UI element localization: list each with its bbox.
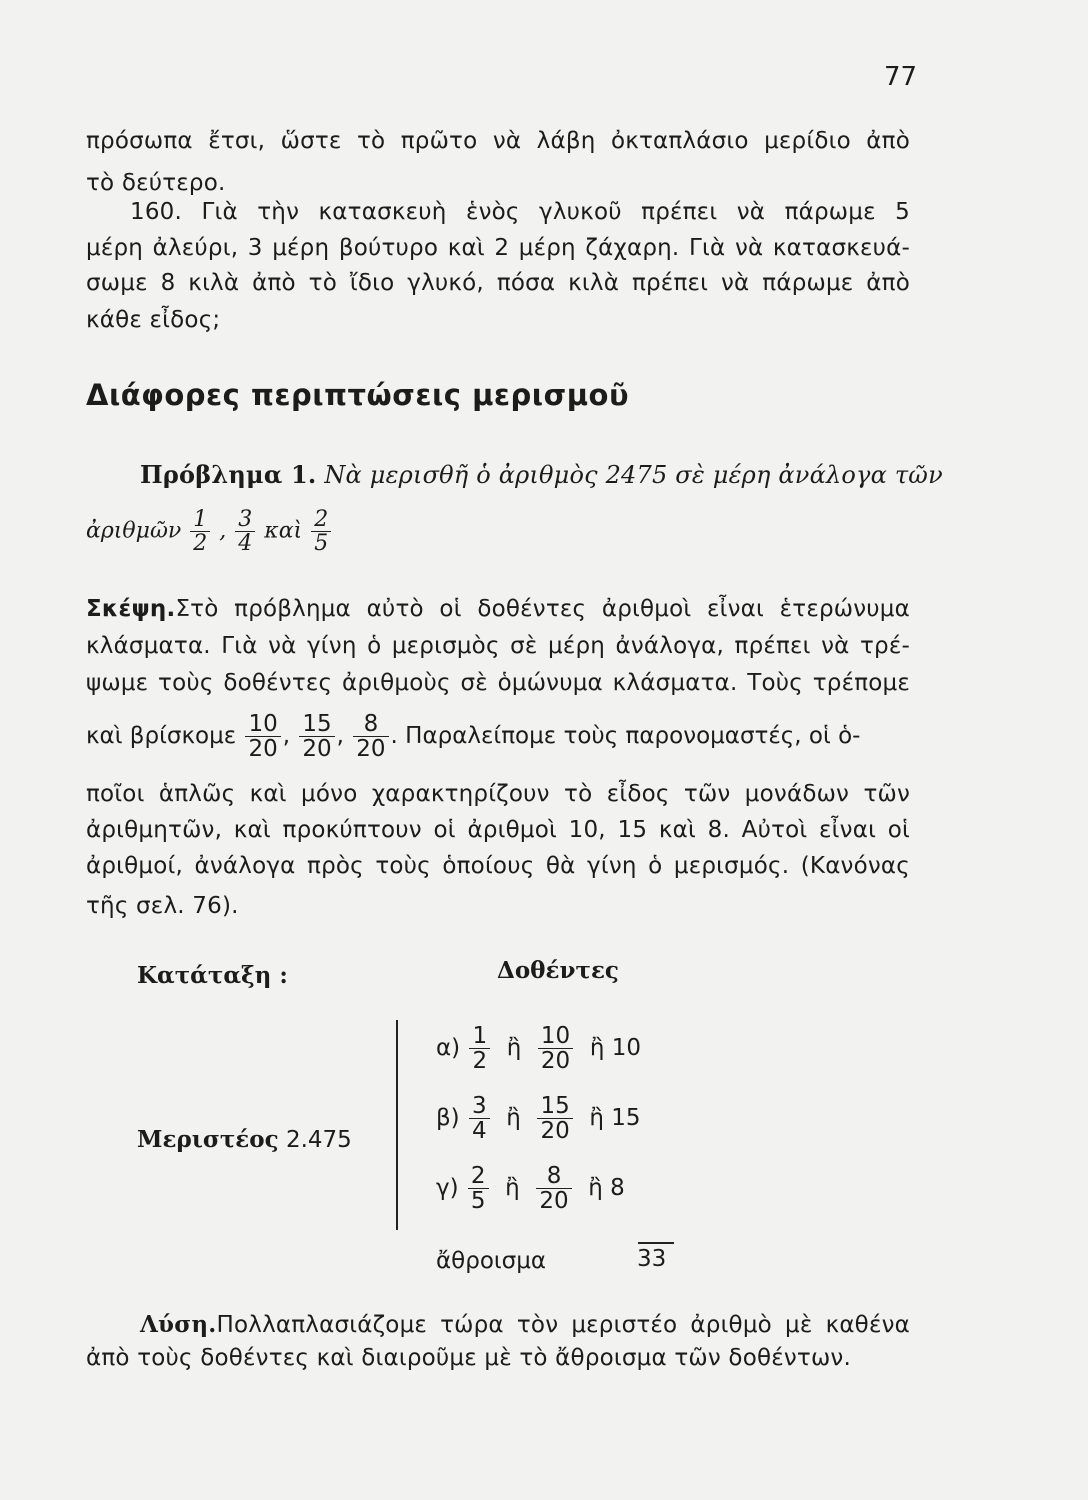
numerator: 1 bbox=[469, 1024, 490, 1049]
thinking-text: Παραλείπομε τοὺς παρονομαστές, οἱ ὁ- bbox=[405, 723, 861, 750]
sum-value: 33 bbox=[637, 1246, 667, 1272]
fraction-1-2 bbox=[190, 508, 210, 555]
problem-1-line bbox=[140, 460, 943, 489]
numerator: 2 bbox=[311, 508, 331, 532]
row-result: 10 bbox=[611, 1035, 641, 1062]
row-result: 8 bbox=[610, 1175, 625, 1202]
or-word: ἢ bbox=[505, 1175, 520, 1202]
problem-160-line: κάθε εἶδος; bbox=[86, 307, 221, 333]
thinking-line: ψωμε τοὺς δοθέντες ἀριθμοὺς σὲ ὁμώνυμα κλάσματα. Τοὺς τρέπομε bbox=[86, 670, 910, 696]
row-fraction bbox=[469, 1024, 490, 1073]
row-result: 15 bbox=[611, 1105, 641, 1132]
thinking-label: Σκέψη. bbox=[86, 596, 176, 622]
thinking-line: ἀριθμοί, ἀνάλογα πρὸς τοὺς ὁποίους θὰ γίνη ὁ μερισμός. (Κανόνας bbox=[86, 853, 910, 879]
denominator: 20 bbox=[539, 1188, 569, 1215]
row-label: β) bbox=[436, 1105, 460, 1132]
problem-1-text: Νὰ μερισθῆ ὁ ἀριθμὸς 2475 σὲ μέρη ἀνάλογα τῶν bbox=[324, 461, 943, 489]
thinking-line: ποῖοι ἁπλῶς καὶ μόνο χαρακτηρίζουν τὸ εἶδος τῶν μονάδων τῶν bbox=[86, 781, 910, 807]
solution-line: ἀπὸ τοὺς δοθέντες καὶ διαιροῦμε μὲ τὸ ἄθροισμα τῶν δοθέντων. bbox=[86, 1345, 851, 1371]
problem-160-line: σωμε 8 κιλὰ ἀπὸ τὸ ἴδιο γλυκό, πόσα κιλὰ πρέπει νὰ πάρωμε ἀπὸ bbox=[86, 270, 910, 296]
numerator: 2 bbox=[468, 1164, 489, 1189]
thinking-line: κλάσματα. Γιὰ νὰ γίνη ὁ μερισμὸς σὲ μέρη ἀνάλογα, πρέπει νὰ τρέ- bbox=[86, 633, 910, 659]
row-fraction bbox=[469, 1094, 490, 1143]
denominator: 20 bbox=[302, 736, 332, 763]
denominator: 5 bbox=[314, 531, 329, 557]
row-label: α) bbox=[436, 1035, 461, 1062]
row-equivalent-fraction bbox=[536, 1164, 571, 1213]
solution-line bbox=[140, 1311, 910, 1338]
arrangement-label: Κατάταξη : bbox=[137, 962, 288, 989]
thinking-line: τῆς σελ. 76). bbox=[86, 893, 239, 919]
denominator: 20 bbox=[540, 1118, 570, 1145]
numerator: 8 bbox=[353, 712, 388, 737]
solution-label: Λύση. bbox=[140, 1311, 217, 1338]
numerator: 3 bbox=[469, 1094, 490, 1119]
sum-label: ἄθροισμα bbox=[436, 1248, 547, 1274]
row-equivalent-fraction bbox=[538, 1024, 573, 1073]
row-fraction bbox=[468, 1164, 489, 1213]
intro-line: τὸ δεύτερο. bbox=[86, 170, 226, 196]
denominator: 20 bbox=[248, 736, 278, 763]
numerator: 15 bbox=[299, 712, 334, 737]
dividend-label: Μεριστέος bbox=[137, 1126, 279, 1153]
denominator: 5 bbox=[470, 1188, 486, 1215]
or-word: ἢ bbox=[589, 1105, 604, 1132]
fraction-15-20 bbox=[299, 712, 334, 761]
page-number: 77 bbox=[884, 62, 918, 92]
problem-1-label: Πρόβλημα 1. bbox=[140, 460, 317, 489]
table-row bbox=[436, 1164, 625, 1213]
problem-1-text2: ἀριθμῶν bbox=[86, 518, 182, 544]
denominator: 4 bbox=[471, 1118, 487, 1145]
and-word: καὶ bbox=[264, 518, 303, 544]
numerator: 3 bbox=[235, 508, 255, 532]
solution-text: Πολλαπλασιάζομε τώρα τὸν μεριστέο ἀριθμὸ μὲ καθένα bbox=[216, 1312, 910, 1338]
problem-1-numbers: ἀριθμῶν $\frac{1}{2}$ , $\frac{3}{4}$ καὶ $\frac{2}{5}$ bbox=[86, 508, 333, 555]
numerator: 10 bbox=[538, 1024, 573, 1049]
denominator: 20 bbox=[356, 736, 386, 763]
or-word: ἢ bbox=[588, 1175, 603, 1202]
or-word: ἢ bbox=[589, 1035, 605, 1062]
thinking-fractions-line: καὶ βρίσκομε $\frac{10}{20}$ , $\frac{15}{20}$ , $\frac{8}{20}$ . Παραλείπομε τοὺς παρονομαστές, οἱ ὁ- bbox=[86, 711, 861, 763]
denominator: 4 bbox=[238, 531, 253, 557]
or-word: ἢ bbox=[506, 1035, 522, 1062]
thinking-line bbox=[86, 596, 910, 622]
fraction-8-20 bbox=[353, 712, 388, 761]
numerator: 15 bbox=[537, 1094, 572, 1119]
problem-160-line: μέρη ἀλεύρι, 3 μέρη βούτυρο καὶ 2 μέρη ζάχαρη. Γιὰ νὰ κατασκευά- bbox=[86, 235, 910, 261]
thinking-line: ἀριθμητῶν, καὶ προκύπτουν οἱ ἀριθμοὶ 10, 15 καὶ 8. Αὐτοὶ εἶναι οἱ bbox=[86, 817, 910, 843]
numerator: 1 bbox=[190, 508, 210, 532]
thinking-text: καὶ βρίσκομε bbox=[86, 723, 237, 750]
table-row bbox=[436, 1094, 641, 1143]
denominator: 2 bbox=[472, 1048, 488, 1075]
sum-rule bbox=[638, 1242, 674, 1244]
fraction-3-4 bbox=[235, 508, 255, 555]
numerator: 10 bbox=[245, 712, 280, 737]
intro-line: πρόσωπα ἔτσι, ὥστε τὸ πρῶτο νὰ λάβη ὀκταπλάσιο μερίδιο ἀπὸ bbox=[86, 128, 910, 154]
section-title: Διάφορες περιπτώσεις μερισμοῦ bbox=[86, 378, 630, 412]
table-divider bbox=[396, 1020, 398, 1230]
fraction-2-5 bbox=[311, 508, 331, 555]
table-row bbox=[436, 1024, 641, 1073]
row-equivalent-fraction bbox=[537, 1094, 572, 1143]
dividend bbox=[137, 1126, 352, 1153]
dividend-value: 2.475 bbox=[285, 1127, 352, 1153]
row-label: γ) bbox=[436, 1175, 459, 1202]
thinking-text: Στὸ πρόβλημα αὐτὸ οἱ δοθέντες ἀριθμοὶ εἶναι ἑτερώνυμα bbox=[175, 596, 910, 622]
given-header: Δοθέντες bbox=[497, 957, 619, 984]
numerator: 8 bbox=[536, 1164, 571, 1189]
denominator: 2 bbox=[193, 531, 208, 557]
or-word: ἢ bbox=[506, 1105, 521, 1132]
problem-160-line: 160. Γιὰ τὴν κατασκευὴ ἑνὸς γλυκοῦ πρέπει νὰ πάρωμε 5 bbox=[130, 199, 910, 225]
fraction-10-20 bbox=[245, 712, 280, 761]
denominator: 20 bbox=[540, 1048, 571, 1075]
